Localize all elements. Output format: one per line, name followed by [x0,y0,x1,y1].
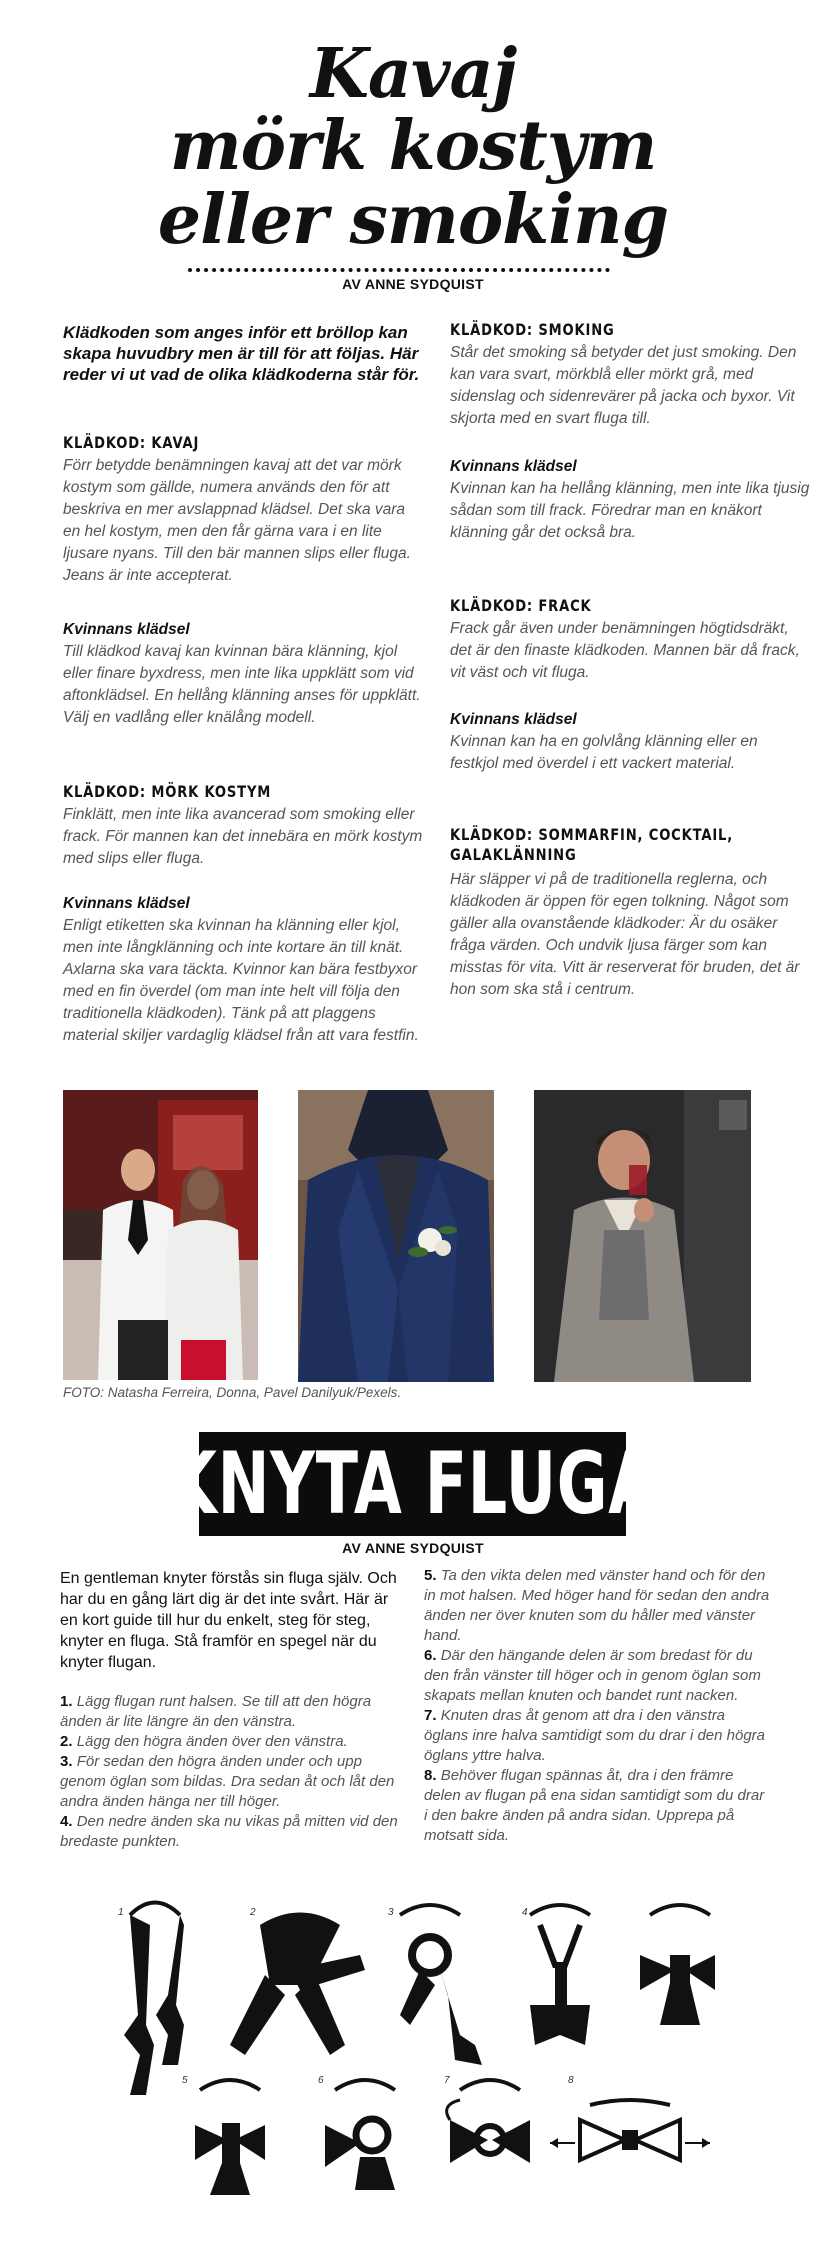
women-heading-kavaj: Kvinnans klädsel [63,621,190,638]
step-7: 7. Knuten dras åt genom att dra i den vänstra öglans inre halva samtidigt som du drar i den högra öglans yttre halva. [424,1707,766,1764]
guide-lead: En gentleman knyter förstås sin fluga själv. Och har du en gång lärt dig är det inte svårt. Här är en kort guide till hur du enkelt, steg för steg, knyter en fluga. Stå framför en spegel när du knyter flugan. [60,1570,397,1671]
guide-banner-title: KNYTA FLUGA [168,1434,657,1534]
figure-number-2: 2 [250,1907,256,1918]
figure-number-8: 8 [568,2075,574,2086]
photo-couple [63,1090,258,1380]
figure-number-4: 4 [522,1907,528,1918]
section-heading-kavaj: KLÄDKOD: KAVAJ [63,433,200,452]
step-4: 4. Den nedre änden ska nu vikas på mitten vid den bredaste punkten. [60,1813,398,1850]
step-3: 3. För sedan den högra änden under och upp genom öglan som bildas. Dra sedan åt och låt den andra änden hänga ner till höger. [60,1753,395,1810]
step-8: 8. Behöver flugan spännas åt, dra i den främre delen av flugan på ena sidan samtidigt som du drar i den bakre änden på andra sidan. Upprepa på motsatt sida. [424,1767,765,1844]
step-5: 5. Ta den vikta delen med vänster hand och för den in mot halsen. Med höger hand för sedan den andra änden ner över knuten som du håller med vänster hand. [424,1567,770,1644]
photo-man-wine [534,1090,751,1382]
bowtie-step-6-illustration [325,2080,395,2190]
bowtie-step-2-illustration [230,1913,365,2056]
page-title-line-3: eller smoking [157,180,669,260]
figure-number-6: 6 [318,2075,324,2086]
step-6: 6. Där den hängande delen är som bredast för du den från vänster till höger och in genom öglan som skapats mellan knuten och bandet runt nacken. [424,1647,761,1704]
figure-number-3: 3 [388,1907,394,1918]
women-text-frack: Kvinnan kan ha en golvlång klänning eller en festkjol med överdel i ett vackert material. [450,733,758,772]
women-text-mork-kostym: Enligt etiketten ska kvinnan ha klänning eller kjol, men inte långklänning och inte kortare än till knät. Axlarna ska vara täckta. Kvinnor kan bära festbyxor med en fin överdel (om man inte helt vill följa den traditionella klädkoden). Tänk på att plaggens material skiljer vardaglig klädsel från att vara festfin. [63,917,419,1044]
figure-number-1: 1 [118,1907,124,1918]
step-1: 1. Lägg flugan runt halsen. Se till att den högra änden är lite längre än den vänstra. [60,1693,372,1730]
photo-suit-boutonniere [298,1090,494,1382]
guide-banner [168,1432,657,1536]
title-divider [188,268,610,272]
section-heading-smoking: KLÄDKOD: SMOKING [450,320,615,339]
section-text-kavaj: Förr betydde benämningen kavaj att det var mörk kostym som gällde, numera används den för att beskriva en mer avslappnad klädsel. Det ska vara en hel kostym, men den får gärna vara i en lite ljusare nyans. Till den bär mannen slips eller fluga. Jeans är inte accepterat. [63,457,411,584]
section-heading-sommarfin: KLÄDKOD: SOMMARFIN, COCKTAIL, GALAKLÄNNING [450,825,734,864]
section-heading-frack: KLÄDKOD: FRACK [450,596,592,615]
step-2: 2. Lägg den högra änden över den vänstra. [60,1733,348,1750]
section-text-smoking: Står det smoking så betyder det just smoking. Den kan vara svart, mörkblå eller mörkt grå, med sidenslag och sidenrevärer på jacka och byxor. Vit skjorta med en svart fluga till. [450,344,797,427]
women-text-kavaj: Till klädkod kavaj kan kvinnan bära klänning, kjol eller finare byxdress, men inte lika uppklätt som vid aftonklädsel. En hellång klänning anses för uppklätt. Välj en vadlång eller knälång modell. [63,643,421,726]
bowtie-step-8-illustration [550,2100,710,2160]
bowtie-step-4-illustration [530,1905,590,2045]
section-text-mork-kostym: Finklätt, men inte lika avancerad som smoking eller frack. För mannen kan det innebära en mörk kostym med slips eller fluga. [63,806,423,867]
article-intro: Klädkoden som anges inför ett bröllop kan skapa huvudbry men är till för att följas. Här reder vi ut vad de olika klädkoderna står för. [63,323,420,384]
section-heading-mork-kostym: KLÄDKOD: MÖRK KOSTYM [63,782,272,801]
bowtie-step-7-illustration [447,2080,530,2163]
women-heading-frack: Kvinnans klädsel [450,711,577,728]
women-text-smoking: Kvinnan kan ha hellång klänning, men inte lika tjusig sådan som till frack. Föredrar man en knäkort klänning går det också bra. [450,480,810,541]
bowtie-step-3-illustration [400,1905,482,2065]
steps-right [424,1566,770,1846]
women-heading-smoking: Kvinnans klädsel [450,458,577,475]
page-title-line-2: mörk kostym [169,106,657,186]
article-byline: AV ANNE SYDQUIST [342,276,484,292]
photo-caption: FOTO: Natasha Ferreira, Donna, Pavel Danilyuk/Pexels. [63,1385,402,1400]
guide-byline: AV ANNE SYDQUIST [342,1540,484,1556]
bowtie-diagram [110,1895,750,2225]
section-text-sommarfin: Här släpper vi på de traditionella reglerna, och klädkoden är öppen för egen tolkning. Något som gäller alla ovanstående klädkoder: Är du osäker fråga värden. Och undvik ljusa färger som kan misstas för vita. Vitt är reserverat för bruden, det är hon som ska stå i centrum. [450,871,800,998]
bowtie-step-4b-illustration [640,1905,715,2025]
figure-number-7: 7 [444,2075,450,2086]
section-text-frack: Frack går även under benämningen högtidsdräkt, det är den finaste klädkoden. Mannen bär då frack, vit väst och vit fluga. [450,620,800,681]
steps-left [60,1692,405,1852]
bowtie-step-5-illustration [195,2080,265,2195]
page-title-line-1: Kavaj [309,34,517,114]
figure-number-5: 5 [182,2075,188,2086]
women-heading-mork-kostym: Kvinnans klädsel [63,895,190,912]
bowtie-step-1-illustration [124,1903,184,2096]
